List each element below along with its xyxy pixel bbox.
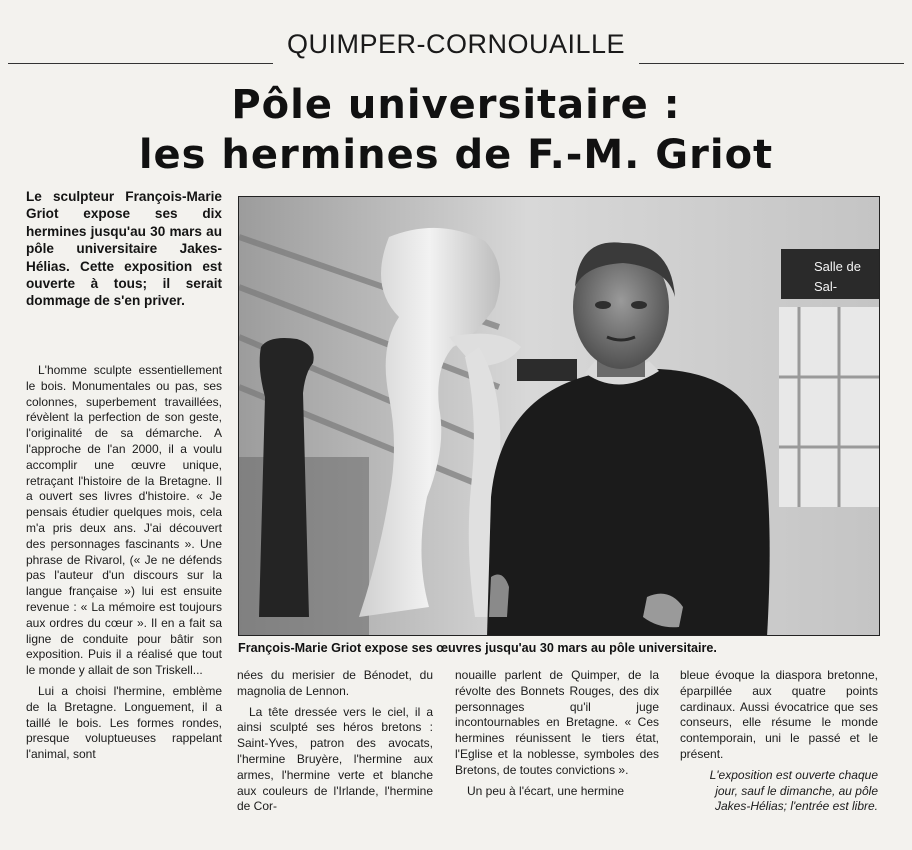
article-photo [238, 196, 880, 636]
headline-line-2: les hermines de F.-M. Griot [138, 132, 774, 178]
paragraph: L'homme sculpte essentiellement le bois. Monumentales ou pas, ses colonnes, superbement travaillées, révèlent la perfection de son geste, l'originalité de sa démarche. A l'approche de l'an 2000, il a voulu accomplir une œuvre unique, retraçant l'histoire de la Bretagne. Il a ouvert ses livres d'histoire. « Je pensais étudier quelques mois, cela m'a pris deux ans. J'ai découvert des personnages fascinants ». Une phrase de Rivarol, (« Je ne défends pas l'auteur d'un discours sur la langue française ») lui est ensuite revenue : « La mémoire est toujours aux ordres du cœur ». Il en a fait sa ligne de conduite pour bâtir son exposition. Puis il a réalisé que tout le monde y allait de son Triskell... [26, 363, 222, 678]
paragraph: bleue évoque la diaspora bretonne, éparpillée aux quatre points cardinaux. Aussi évocatrice que ses conseurs, elle résume le monde contemporain, uni le passé et le présent. [680, 668, 878, 761]
exhibition-note: L'exposition est ouverte chaque jour, sauf le dimanche, au pôle Jakes-Hélias; l'entrée est libre. [709, 767, 878, 814]
column-2 [237, 668, 433, 820]
section-title: QUIMPER-CORNOUAILLE [273, 24, 639, 64]
paragraph: nées du merisier de Bénodet, du magnolia de Lennon. [237, 668, 433, 698]
article-headline [0, 80, 912, 180]
column-3 [455, 668, 659, 804]
article-lead: Le sculpteur François-Marie Griot expose ses dix hermines jusqu'au 30 mars au pôle universitaire Jakes-Hélias. Cette exposition est ouverte à tous; il serait dommage de s'en priver. [26, 189, 222, 309]
photo-caption: François-Marie Griot expose ses œuvres jusqu'au 30 mars au pôle universitaire. [238, 641, 717, 655]
photo-sign-line-1: Salle de [814, 259, 861, 274]
paragraph: Lui a choisi l'hermine, emblème de la Bretagne. Longuement, il a taillé le bois. Les formes rondes, presque voluptueuses rappelant l'animal, sont [26, 683, 222, 762]
paragraph: nouaille parlent de Quimper, de la révolte des Bonnets Rouges, des dix personnages qu'il juge incontournables en Bretagne. « Ces hermines réunissent le tiers état, l'Eglise et la noblesse, symboles des Bretons, de toutes convictions ». [455, 668, 659, 777]
column-4 [680, 668, 878, 820]
section-header [0, 24, 912, 64]
paragraph: Un peu à l'écart, une hermine [467, 783, 625, 798]
column-1 [26, 363, 222, 768]
photo-illustration [239, 197, 880, 636]
headline-line-1: Pôle universitaire : [231, 82, 681, 128]
paragraph: La tête dressée vers le ciel, il a ainsi sculpté ses héros bretons : Saint-Yves, patron des avocats, l'hermine Bruyère, l'hermine aux armes, l'hermine verte et blanche aux couleurs de l'Irlande, l'hermine de Cor- [237, 704, 433, 814]
photo-sign-line-2: Sal- [814, 279, 838, 294]
